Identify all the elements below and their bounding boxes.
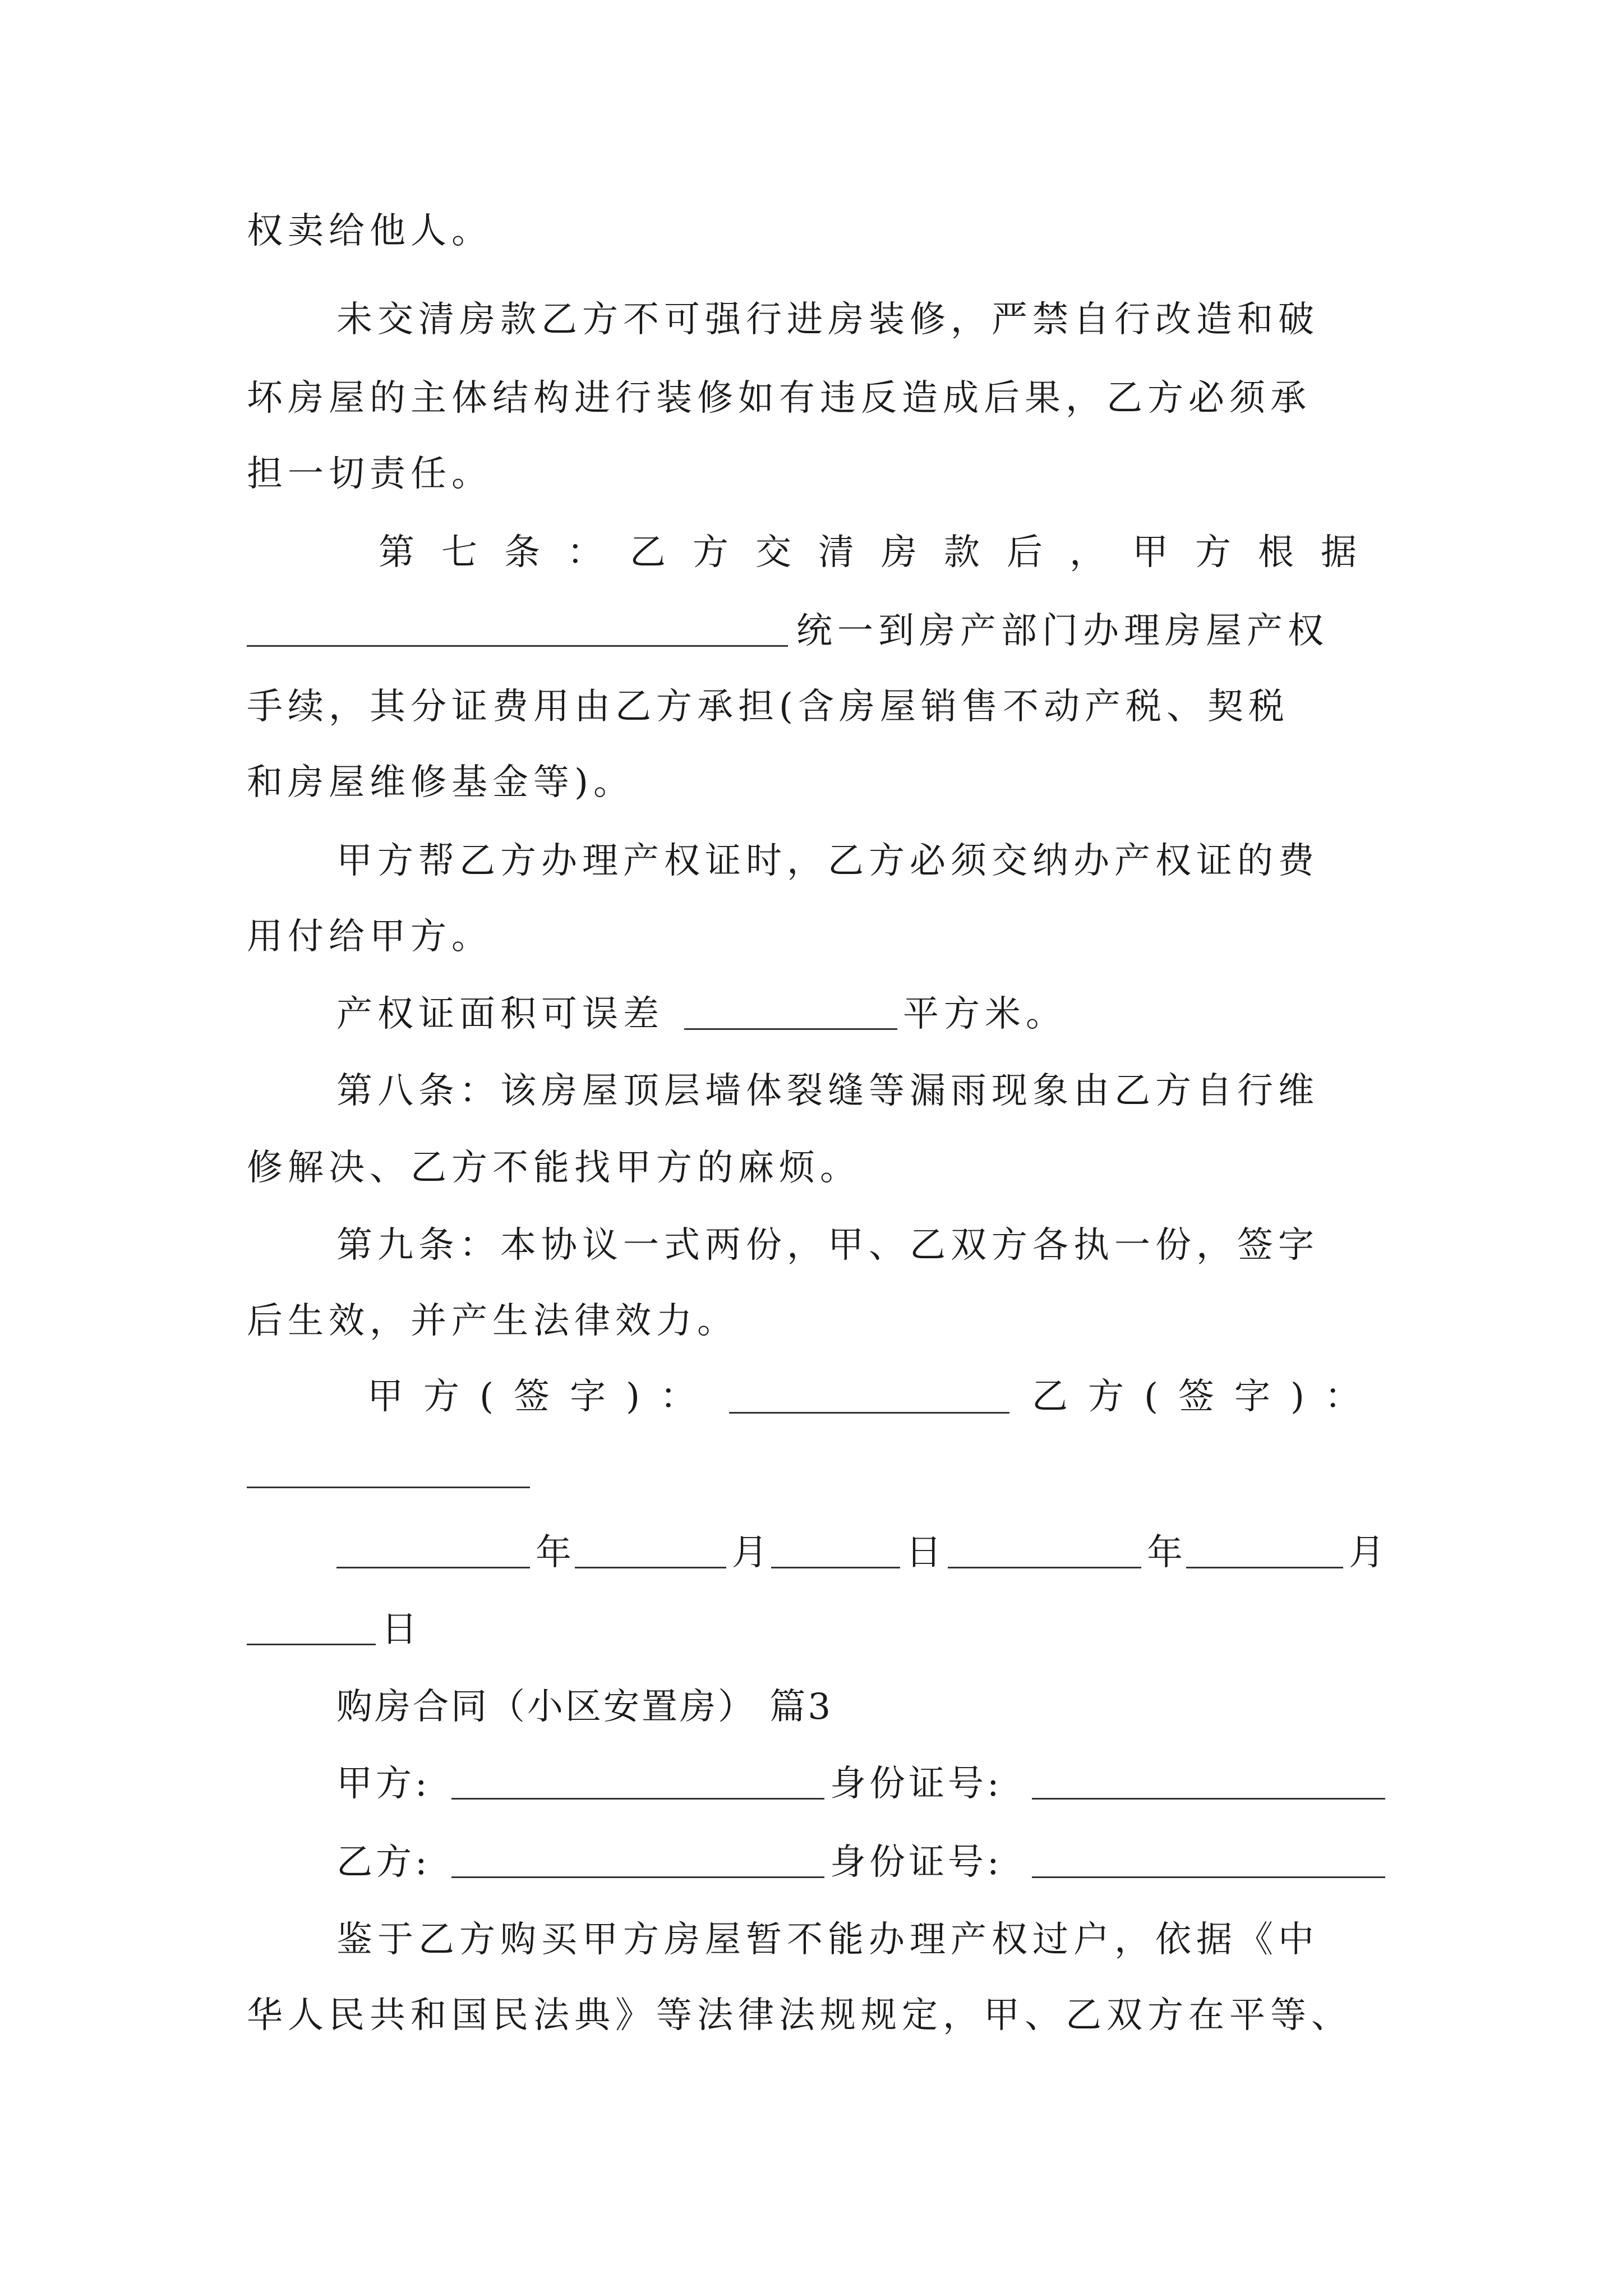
party-a-id-label: 身份证号: <box>830 1763 1003 1805</box>
party-b-name-field <box>451 1876 824 1878</box>
date-day-label: 日 <box>381 1609 417 1650</box>
blank-field <box>948 1567 1141 1568</box>
paragraph-line: 用付给甲方。 <box>247 916 492 958</box>
party-a-signature-label: 甲方(签字)： <box>367 1376 716 1418</box>
date-month-label: 月 <box>732 1532 768 1573</box>
blank-field <box>729 1412 1009 1414</box>
party-b-label: 乙方: <box>336 1842 431 1883</box>
paragraph-line: 统一到房产部门办理房屋产权 <box>796 610 1329 652</box>
paragraph-line: 鉴于乙方购买甲方房屋暂不能办理产权过户，依据《中 <box>336 1919 1319 1961</box>
paragraph-line: 第九条：本协议一式两份，甲、乙双方各执一份，签字 <box>336 1225 1319 1266</box>
paragraph-line: 甲方帮乙方办理产权证时，乙方必须交纳办产权证的费 <box>336 840 1319 882</box>
party-b-signature-label: 乙方(签字)： <box>1032 1376 1381 1418</box>
paragraph-line: 担一切责任。 <box>247 453 492 495</box>
paragraph-line: 第八条：该房屋顶层墙体裂缝等漏雨现象由乙方自行维 <box>336 1070 1319 1112</box>
blank-field <box>575 1567 726 1568</box>
date-day-label: 日 <box>906 1532 942 1573</box>
blank-field <box>336 1567 530 1568</box>
paragraph-line: 后生效，并产生法律效力。 <box>247 1300 738 1342</box>
party-a-label: 甲方: <box>336 1763 431 1805</box>
area-unit-label: 平方米。 <box>903 993 1067 1035</box>
paragraph-line: 坏房屋的主体结构进行装修如有违反造成后果，乙方必须承 <box>247 378 1311 419</box>
blank-field <box>247 1644 376 1645</box>
date-year-label: 年 <box>536 1532 571 1573</box>
paragraph-line: 华人民共和国民法典》等法律法规规定，甲、乙双方在平等、 <box>247 1995 1352 2036</box>
date-year-label: 年 <box>1147 1532 1183 1573</box>
party-b-id-label: 身份证号: <box>830 1842 1003 1883</box>
paragraph-line: 手续，其分证费用由乙方承担(含房屋销售不动产税、契税 <box>247 686 1289 728</box>
paragraph-line: 未交清房款乙方不可强行进房装修，严禁自行改造和破 <box>336 299 1319 341</box>
paragraph-line: 权卖给他人。 <box>247 210 492 252</box>
article-seven-line: 第七条：乙方交清房款后，甲方根据 <box>379 532 1384 573</box>
paragraph-line: 修解决、乙方不能找甲方的麻烦。 <box>247 1147 861 1189</box>
party-a-id-field <box>1032 1798 1385 1800</box>
party-a-name-field <box>451 1798 824 1800</box>
blank-field <box>247 645 788 647</box>
blank-field <box>684 1028 897 1030</box>
blank-field <box>247 1487 530 1488</box>
paragraph-line: 和房屋维修基金等)。 <box>247 762 634 803</box>
contract-heading: 购房合同（小区安置房） 篇3 <box>336 1686 833 1728</box>
blank-field <box>771 1567 900 1568</box>
party-b-id-field <box>1032 1876 1385 1878</box>
blank-field <box>1186 1567 1343 1568</box>
area-error-label: 产权证面积可误差 <box>336 993 664 1035</box>
date-month-label: 月 <box>1349 1532 1385 1573</box>
